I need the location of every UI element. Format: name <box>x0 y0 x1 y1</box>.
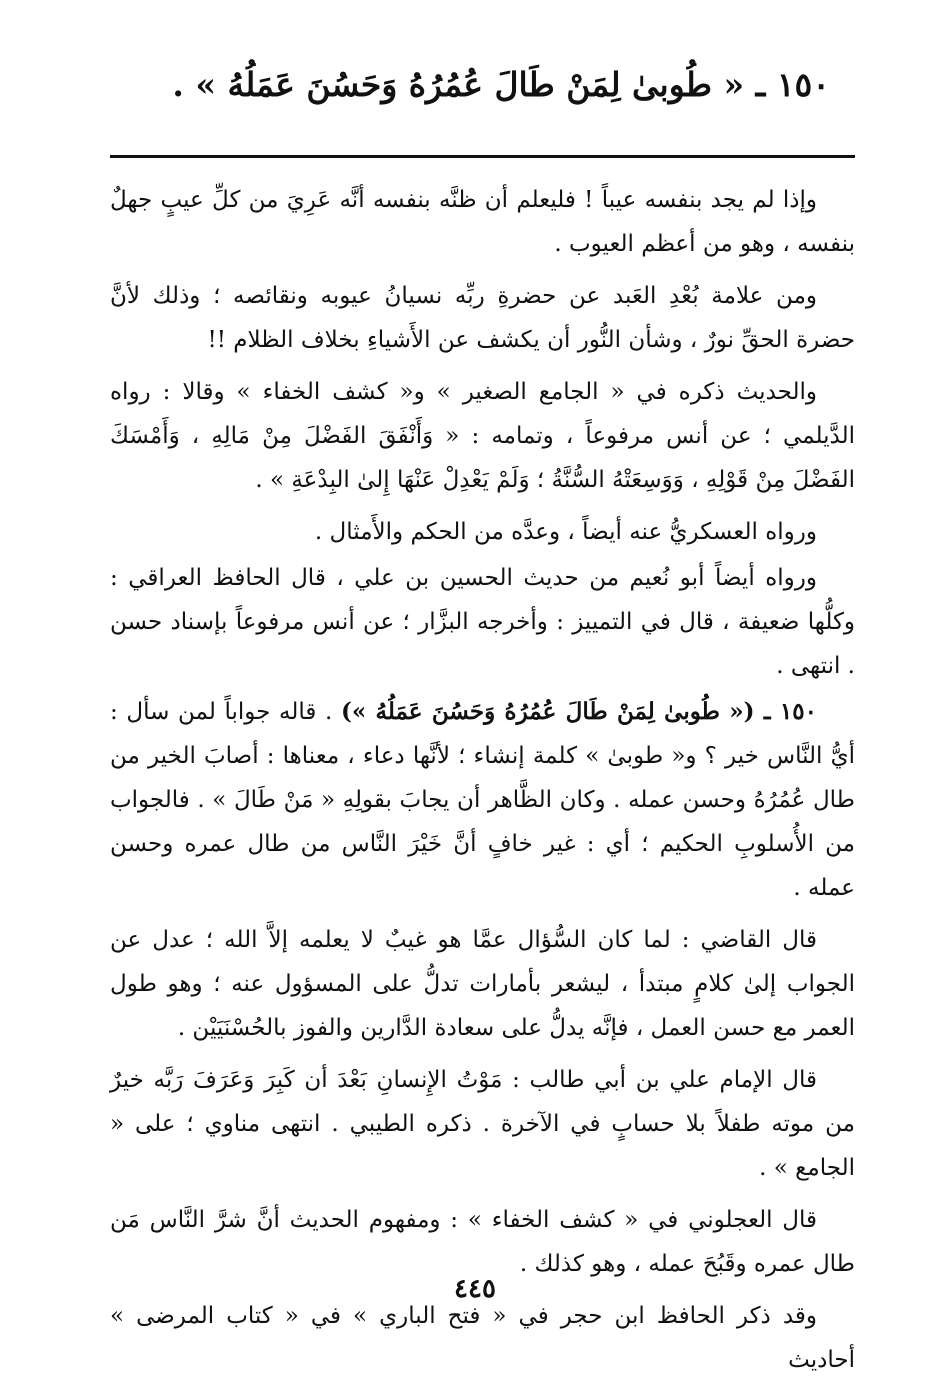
paragraph-sign-of-distance: ومن علامة بُعْدِ العَبد عن حضرةِ ربِّه نسيانُ عيوبه ونقائصه ؛ وذلك لأنَّ حضرة الحقِّ نورٌ ، وشأن النُّور أن يكشف عن الأَشياءِ بخلاف الظلام !! <box>110 283 855 353</box>
paragraph-imam-ali: قال الإمام علي بن أبي طالب : مَوْتُ الإِنسانِ بَعْدَ أن كَبِرَ وَعَرَفَ رَبَّه خيرٌ من موته طفلاً بلا حسابٍ في الآخرة . ذكره الطيبي . انتهى مناوي ؛ على « الجامع » . <box>110 1067 855 1181</box>
header-rule <box>110 155 855 158</box>
paragraph-hadith-sources: والحديث ذكره في « الجامع الصغير » و« كشف الخفاء » وقالا : رواه الدَّيلمي ؛ عن أنس مرفوعاً ، وتمامه : « وَأَنْفَقَ الفَضْلَ مِنْ مَالِهِ ، وَأَمْسَكَ الفَضْلَ مِنْ قَوْلِهِ ، وَوَسِعَتْهُ السُّنَّةُ ؛ وَلَمْ يَعْدِلْ عَنْهَا إِلىٰ البِدْعَةِ » . <box>110 379 855 493</box>
commentary-body <box>110 178 855 1390</box>
paragraph-ajluni: قال العجلوني في « كشف الخفاء » : ومفهوم الحديث أنَّ شرَّ النَّاس مَن طال عمره وقَبُحَ عمله ، وهو كذلك . <box>110 1207 855 1277</box>
paragraph-askari: ورواه العسكريُّ عنه أيضاً ، وعدَّه من الحكم والأَمثال . <box>314 519 817 545</box>
paragraph-ibn-hajar: وقد ذكر الحافظ ابن حجر في « فتح الباري » في « كتاب المرضى » أحاديث <box>110 1303 855 1373</box>
paragraph-qadi: قال القاضي : لما كان السُّؤال عمَّا هو غيبٌ لا يعلمه إلاَّ الله ؛ عدل عن الجواب إلىٰ كلامٍ مبتدأ ، ليشعر بأمارات تدلُّ على المسؤول عنه ؛ وهو طول العمر مع حسن العمل ، فإنَّه يدلُّ على سعادة الدَّارين والفوز بالحُسْنَيَيْن . <box>110 927 855 1041</box>
paragraph-self-awareness: وإذا لم يجد بنفسه عيباً ! فليعلم أن ظنَّه بنفسه أنَّه عَرِيَ من كلِّ عيبٍ جهلٌ بنفسه ، وهو من أعظم العيوب . <box>110 187 855 257</box>
paragraph-abu-nuaym: ورواه أيضاً أبو نُعيم من حديث الحسين بن علي ، قال الحافظ العراقي : وكلُّها ضعيفة ، قال في التمييز : وأخرجه البزَّار ؛ عن أنس مرفوعاً بإسناد حسن . انتهى . <box>110 565 855 679</box>
hadith-explanation-text: . قاله جواباً لمن سأل : أيُّ النَّاس خير ؟ و« طوبىٰ » كلمة إنشاء ؛ لأنَّها دعاء ، معناها : أصابَ الخير من طال عُمُرُهُ وحسن عمله . وكان الظَّاهر أن يجابَ بقولِهِ « مَنْ طَالَ » . فالجواب من الأُسلوبِ الحكيم ؛ أي : غير خافٍ أنَّ خَيْرَ النَّاس من طال عمره وحسن عمله . <box>110 699 855 901</box>
paragraph-hadith-explanation <box>110 690 855 910</box>
page-number: ٤٤٥ <box>454 1274 496 1304</box>
hadith-heading: ١٥٠ ـ « طُوبىٰ لِمَنْ طَالَ عُمُرُهُ وَحَسُنَ عَمَلُهُ » . <box>172 65 830 104</box>
hadith-repeat-bold: ١٥٠ ـ (« طُوبىٰ لِمَنْ طَالَ عُمُرُهُ وَحَسُنَ عَمَلُهُ ») <box>340 698 817 725</box>
